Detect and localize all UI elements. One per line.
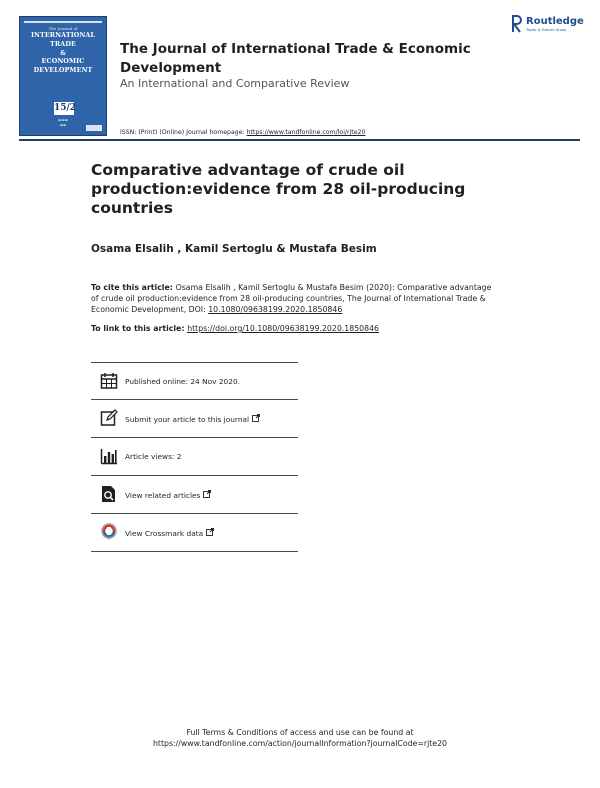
article-links-list xyxy=(91,362,298,552)
crossmark-icon xyxy=(100,523,118,541)
citation-label: To cite this article: xyxy=(91,283,176,292)
cover-title-line: INTERNATIONAL xyxy=(30,31,96,39)
calendar-icon xyxy=(100,372,118,390)
header-divider xyxy=(19,139,580,141)
routledge-logo-icon xyxy=(511,15,522,33)
external-link-icon xyxy=(206,528,214,536)
article-doi-link[interactable]: https://doi.org/10.1080/09638199.2020.1850846 xyxy=(187,324,379,333)
publisher-logo xyxy=(511,15,591,41)
bar-chart-icon xyxy=(100,447,118,465)
issn-line xyxy=(120,129,365,136)
cover-the-label: The Journal of xyxy=(48,26,78,31)
article-link-label: To link to this article: xyxy=(91,324,188,333)
list-item-related[interactable] xyxy=(91,476,298,514)
logo-tagline: Taylor & Francis Group xyxy=(526,28,567,32)
cover-title-line: & xyxy=(60,48,66,57)
citation-block xyxy=(91,282,501,315)
list-item-views xyxy=(91,438,298,476)
journal-cover xyxy=(19,16,107,136)
cover-volume-badge: 15/2 xyxy=(54,103,77,113)
list-item-crossmark[interactable] xyxy=(91,514,298,552)
article-title: Comparative advantage of crude oil production:evidence from 28 oil-producing countries xyxy=(91,161,466,217)
related-articles-label: View related articles xyxy=(125,491,201,500)
footer-terms-link[interactable]: https://www.tandfonline.com/action/journalInformation?journalCode=rjte20 xyxy=(152,739,448,748)
cover-small-print: ▬▬▬ ▬▬ xyxy=(58,118,68,127)
cover-band xyxy=(24,21,102,23)
external-link-icon xyxy=(203,490,211,498)
list-item-published xyxy=(91,362,298,400)
footer-terms-text: Full Terms & Conditions of access and use can be found at xyxy=(186,728,414,737)
crossmark-link[interactable] xyxy=(125,528,214,538)
cover-publisher-mark xyxy=(86,125,102,131)
cover-title-line: DEVELOPMENT xyxy=(33,66,93,75)
article-link-row xyxy=(91,323,379,334)
cover-title-line: ECONOMIC xyxy=(41,57,85,66)
issn-prefix: ISSN: (Print) (Online) Journal homepage: xyxy=(120,129,247,136)
citation-doi-link[interactable]: 10.1080/09638199.2020.1850846 xyxy=(208,305,343,314)
submit-article-label: Submit your article to this journal xyxy=(125,415,250,424)
logo-name: Routledge xyxy=(526,16,584,27)
submit-article-link[interactable] xyxy=(125,414,260,424)
article-authors: Osama Elsalih , Kamil Sertoglu & Mustafa Besim xyxy=(91,243,377,255)
published-date-label: Published online: 24 Nov 2020. xyxy=(125,377,240,386)
cover-title-line: TRADE xyxy=(50,39,76,48)
search-document-icon xyxy=(100,485,118,503)
external-link-icon xyxy=(252,414,260,422)
cover-title xyxy=(22,31,104,75)
page-footer xyxy=(0,727,600,749)
citation-text: Osama Elsalih , Kamil Sertoglu & Mustafa Besim (2020): Comparative advantage of crude oil production:evidence from 28 oil-producing countries, The Journal of International Trade & Economic Development, DOI: xyxy=(91,283,492,314)
journal-title[interactable]: The Journal of International Trade & Economic Development xyxy=(120,41,471,76)
edit-icon xyxy=(100,409,118,427)
journal-subtitle: An International and Comparative Review xyxy=(120,77,350,90)
related-articles-link[interactable] xyxy=(125,490,211,500)
article-views-label: Article views: 2 xyxy=(125,452,182,461)
journal-homepage-link[interactable]: https://www.tandfonline.com/loi/rjte20 xyxy=(246,129,366,136)
list-item-submit[interactable] xyxy=(91,400,298,438)
crossmark-label: View Crossmark data xyxy=(125,529,204,538)
